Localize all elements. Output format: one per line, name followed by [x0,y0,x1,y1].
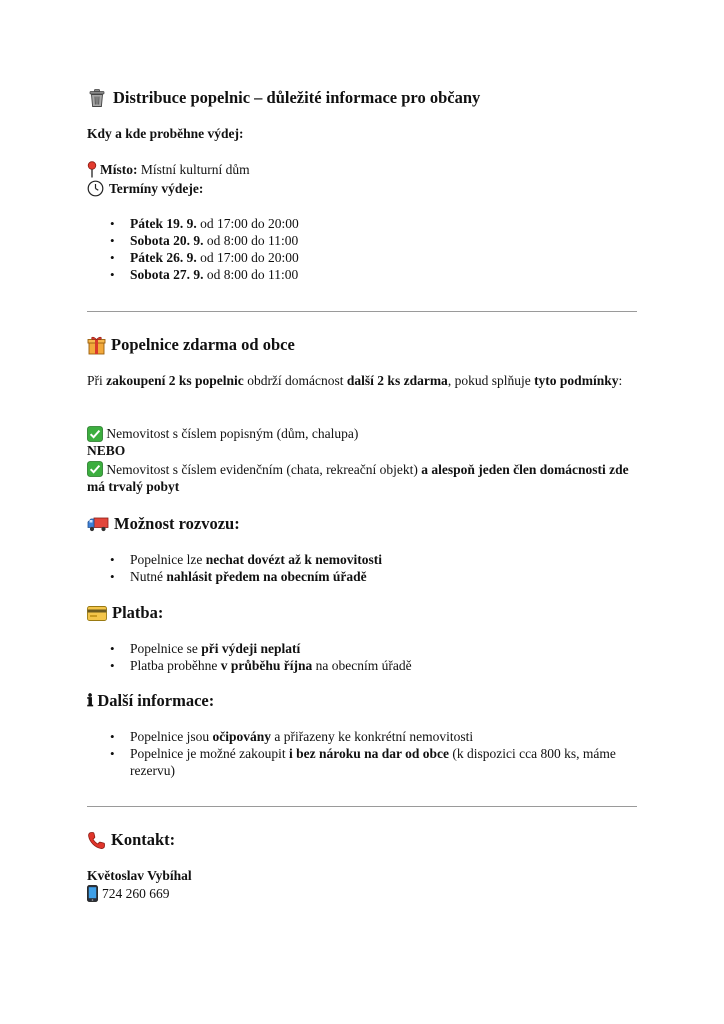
free-bins-intro: Při zakoupení 2 ks popelnic obdrží domácnost další 2 ks zdarma, pokud splňuje tyto podmínky: [87,373,623,388]
condition-1 [87,425,637,442]
list-item: • Popelnice jsou očipovány a přiřazeny ke konkrétní nemovitosti [87,728,637,745]
contact-heading [87,830,637,850]
list-item: • Pátek 19. 9. od 17:00 do 20:00 [87,215,637,232]
list-item: • Popelnice lze nechat dovézt až k nemovitosti [87,551,637,568]
list-item: • Popelnice je možné zakoupit i bez nároku na dar od obce (k dispozici cca 800 ks, máme rezervu) [87,745,637,779]
place-value: Místní kulturní dům [137,162,250,177]
dates-line [87,180,637,197]
payment-title: Platba: [112,603,164,622]
list-item: • Sobota 20. 9. od 8:00 do 11:00 [87,232,637,249]
delivery-heading [87,514,637,534]
list-item: • Popelnice se při výdeji neplatí [87,640,637,657]
trash-can-icon [87,88,107,108]
contact-name: Květoslav Vybíhal [87,868,192,883]
credit-card-icon [87,606,107,621]
free-bins-heading [87,335,637,355]
list-item: • Sobota 27. 9. od 8:00 do 11:00 [87,266,637,283]
contact-phone[interactable]: 724 260 669 [102,886,170,901]
place-line [87,161,637,178]
payment-list [87,640,637,674]
info-heading [87,691,637,711]
condition-2-text: Nemovitost s číslem evidenčním (chata, rekreační objekt) [103,462,422,477]
dates-list [87,215,637,283]
distribution-title: Distribuce popelnic – důležité informace pro občany [113,88,481,107]
divider [87,806,637,807]
truck-icon [87,516,109,532]
payment-heading [87,603,637,623]
when-where-label: Kdy a kde proběhne výdej: [87,126,244,141]
info-list [87,728,637,779]
distribution-heading [87,88,637,108]
gift-icon [87,335,106,355]
contact-title: Kontakt: [111,830,176,849]
clock-icon [87,180,104,197]
check-mark-icon [87,426,103,442]
mobile-phone-icon [87,885,98,902]
condition-2-bold: a alespoň jeden člen domácnosti zde má trvalý pobyt [87,462,629,494]
free-bins-title: Popelnice zdarma od obce [111,335,295,354]
pin-icon [87,161,97,178]
condition-2 [87,461,637,495]
place-label: Místo: [100,162,138,177]
list-item: • Pátek 26. 9. od 17:00 do 20:00 [87,249,637,266]
list-item: • Nutné nahlásit předem na obecním úřadě [87,568,637,585]
condition-1-text: Nemovitost s číslem popisným (dům, chalupa) [103,426,359,441]
info-title: ℹ Další informace: [87,691,215,710]
list-item: • Platba proběhne v průběhu října na obecním úřadě [87,657,637,674]
contact-phone-line [87,885,637,902]
delivery-list [87,551,637,585]
or-label: NEBO [87,443,126,458]
telephone-icon [87,831,106,850]
check-mark-icon [87,461,103,477]
divider [87,311,637,312]
delivery-title: Možnost rozvozu: [114,514,240,533]
dates-label: Termíny výdeje: [109,181,204,196]
